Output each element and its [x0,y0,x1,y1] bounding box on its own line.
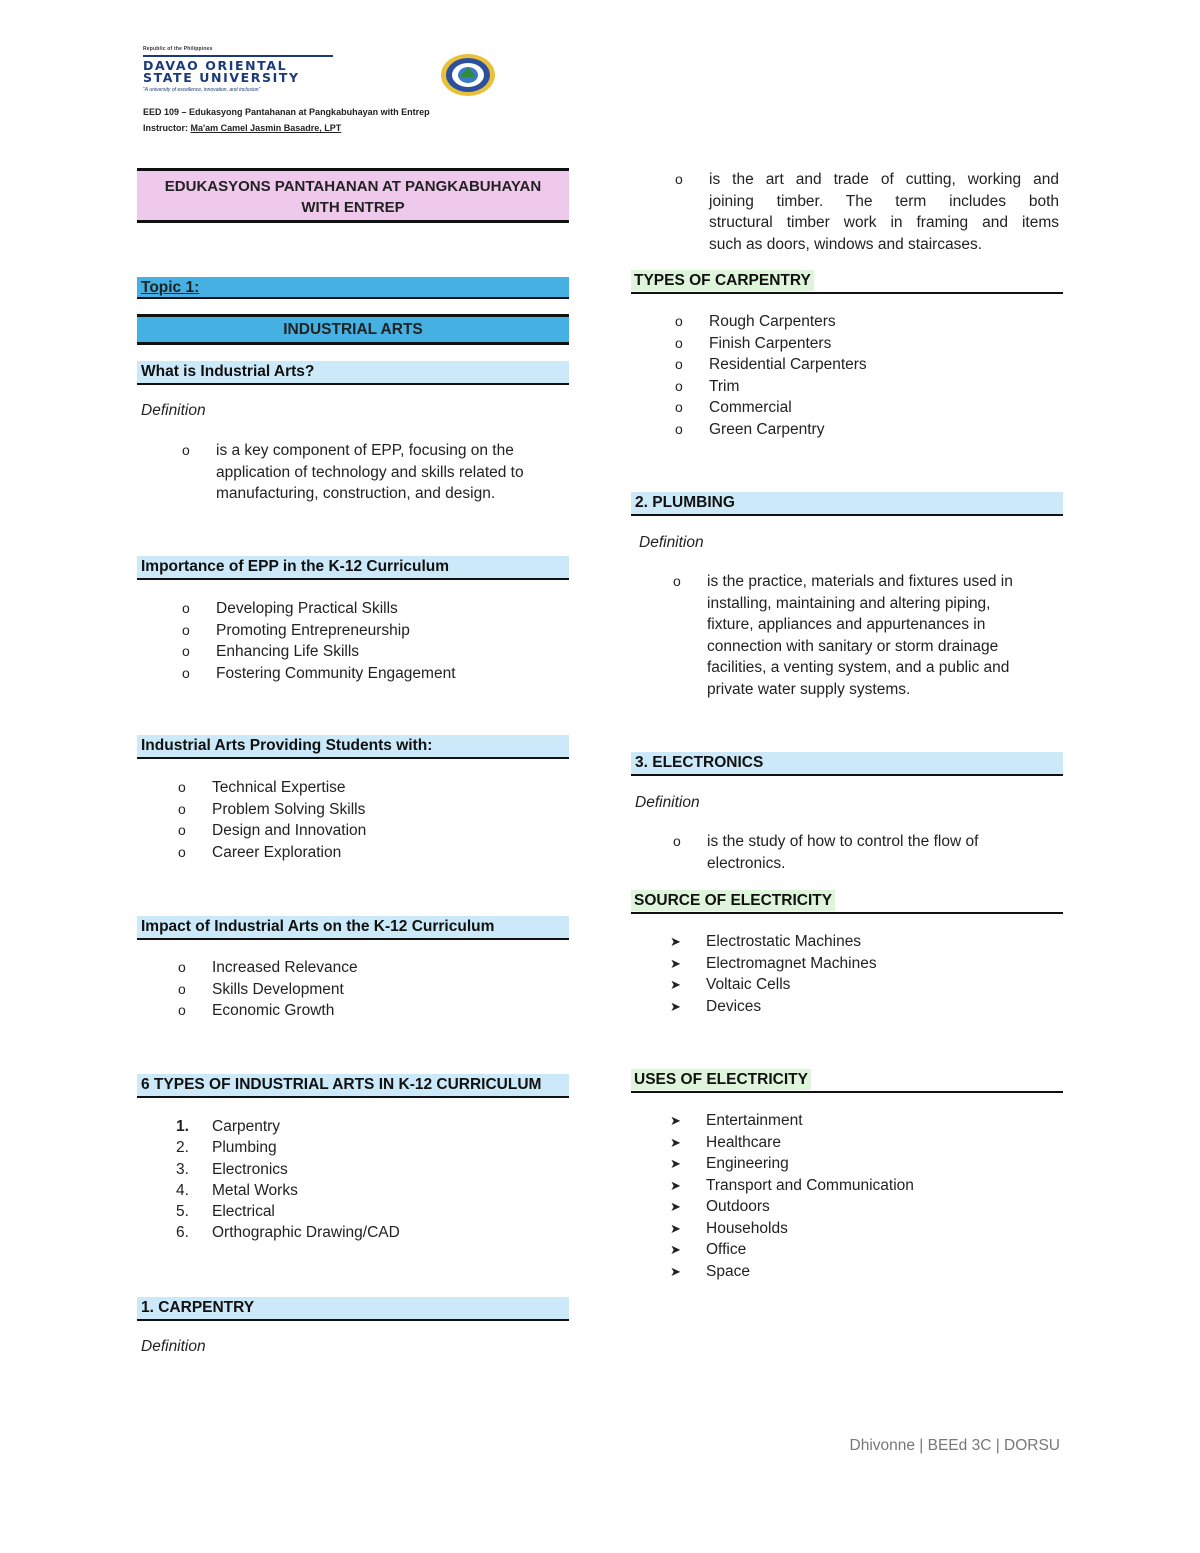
list-item: o Finish Carpenters [675,333,1055,355]
plumbing-definition [673,571,1063,700]
section-source-heading: SOURCE OF ELECTRICITY [631,890,1063,914]
instructor-label: Instructor: [143,123,191,133]
section-providing-heading: Industrial Arts Providing Students with: [137,735,569,759]
course-line: EED 109 – Edukasyong Pantahanan at Pangkabuhayan with Entrep [143,107,430,117]
arrow-bullet-icon: ➤ [670,1113,681,1128]
university-seal-icon [440,53,496,97]
list-item: ➤ Voltaic Cells [670,974,1060,996]
list-item: o Career Exploration [178,842,558,864]
arrow-bullet-icon: ➤ [670,1199,681,1214]
list-item: ➤ Entertainment [670,1110,1060,1132]
what-is-definition [182,440,582,505]
list-item: ➤ Households [670,1218,1060,1240]
definition-label: Definition [635,794,700,811]
list-item: o Commercial [675,397,1055,419]
list-item: ➤ Transport and Communication [670,1175,1060,1197]
section-plumbing-heading: 2. PLUMBING [631,492,1063,516]
arrow-bullet-icon: ➤ [670,1134,681,1150]
definition-item: o is the art and trade of cutting, working and joining timber. The term includes both structural timber work in framing and items such as doors, windows and staircases. [675,169,1059,255]
list-item: 3. Electronics [176,1160,288,1178]
types-carpentry-list [675,311,1055,440]
list-item: ➤ Outdoors [670,1196,1060,1218]
title-line1: EDUKASYONS PANTAHANAN AT PANGKABUHAYAN [164,178,542,195]
definition-label: Definition [639,534,704,551]
impact-list [178,957,558,1022]
arrow-bullet-icon: ➤ [670,1242,681,1257]
electronics-definition [673,831,1063,874]
list-item: 5. Electrical [176,1203,275,1221]
list-item: 6. Orthographic Drawing/CAD [176,1224,400,1242]
carpentry-definition [675,169,1059,255]
list-item: 4. Metal Works [176,1181,298,1199]
section-uses-heading: USES OF ELECTRICITY [631,1069,1063,1093]
topic-bar [137,277,569,299]
uses-list [670,1110,1060,1282]
list-item: o Fostering Community Engagement [182,663,562,685]
list-item: o Technical Expertise [178,777,558,799]
university-tagline: "A university of excellence, innovation, and inclusion" [143,87,261,93]
arrow-bullet-icon: ➤ [670,998,681,1014]
list-item: o Design and Innovation [178,820,558,842]
definition-item: o is the study of how to control the flow of electronics. [673,831,1063,874]
list-item: o Residential Carpenters [675,354,1055,376]
list-item: ➤ Space [670,1261,1060,1283]
list-item: o Economic Growth [178,1000,558,1022]
section-six-types-heading: 6 TYPES OF INDUSTRIAL ARTS IN K-12 CURRICULUM [137,1074,569,1098]
section-impact-heading: Impact of Industrial Arts on the K-12 Curriculum [137,916,569,940]
source-list [670,931,1060,1017]
university-logo [143,46,348,93]
section-types-carpentry-heading: TYPES OF CARPENTRY [631,270,1063,294]
arrow-bullet-icon: ➤ [670,1263,681,1279]
page-footer: Dhivonne | BEEd 3C | DORSU [849,1437,1060,1454]
list-item: o Problem Solving Skills [178,799,558,821]
logo-rule [143,55,333,57]
definition-label: Definition [141,402,206,419]
list-item: o Enhancing Life Skills [182,641,562,663]
list-item: o Developing Practical Skills [182,598,562,620]
definition-item: o is the practice, materials and fixtures used in installing, maintaining and altering piping, fixture, appliances and appurtenances in connection with sanitary or storm drainage facilities, a venting system, and a public and private water supply systems. [673,571,1063,700]
list-item: ➤ Devices [670,996,1060,1018]
arrow-bullet-icon: ➤ [670,955,681,971]
list-item: o Rough Carpenters [675,311,1055,333]
list-item: 2. Plumbing [176,1139,277,1157]
list-item: ➤ Engineering [670,1153,1060,1175]
definition-label: Definition [141,1338,206,1355]
document-title [137,168,569,223]
instructor-line [143,123,341,133]
section-what-is-heading: What is Industrial Arts? [137,361,569,385]
list-item: o Promoting Entrepreneurship [182,620,562,642]
list-item: ➤ Electrostatic Machines [670,931,1060,953]
list-item: o Skills Development [178,979,558,1001]
arrow-bullet-icon: ➤ [670,1220,681,1236]
six-types-list [176,1116,556,1244]
list-item: ➤ Healthcare [670,1132,1060,1154]
list-item: ➤ Office [670,1239,1060,1261]
definition-item: o is a key component of EPP, focusing on the application of technology and skills related to manufacturing, construction, and design. [182,440,582,505]
list-item: ➤ Electromagnet Machines [670,953,1060,975]
arrow-bullet-icon: ➤ [670,934,681,949]
importance-list [182,598,562,684]
list-item: o Trim [675,376,1055,398]
section-importance-heading: Importance of EPP in the K-12 Curriculum [137,556,569,580]
section-electronics-heading: 3. ELECTRONICS [631,752,1063,776]
arrow-bullet-icon: ➤ [670,1177,681,1193]
topic-label: Topic 1: [141,279,200,296]
university-name-line1: DAVAO ORIENTAL [143,58,288,73]
section-carpentry-heading: 1. CARPENTRY [137,1297,569,1321]
arrow-bullet-icon: ➤ [670,977,681,992]
title-line2: WITH ENTREP [301,199,405,216]
providing-list [178,777,558,863]
arrow-bullet-icon: ➤ [670,1156,681,1171]
instructor-name: Ma'am Camel Jasmin Basadre, LPT [190,123,342,133]
main-heading: INDUSTRIAL ARTS [137,314,569,345]
list-item: o Green Carpentry [675,419,1055,441]
list-item: o Increased Relevance [178,957,558,979]
list-item: 1. Carpentry [176,1118,281,1135]
republic-text: Republic of the Philippines [143,46,213,52]
university-name-line2: STATE UNIVERSITY [143,70,300,85]
